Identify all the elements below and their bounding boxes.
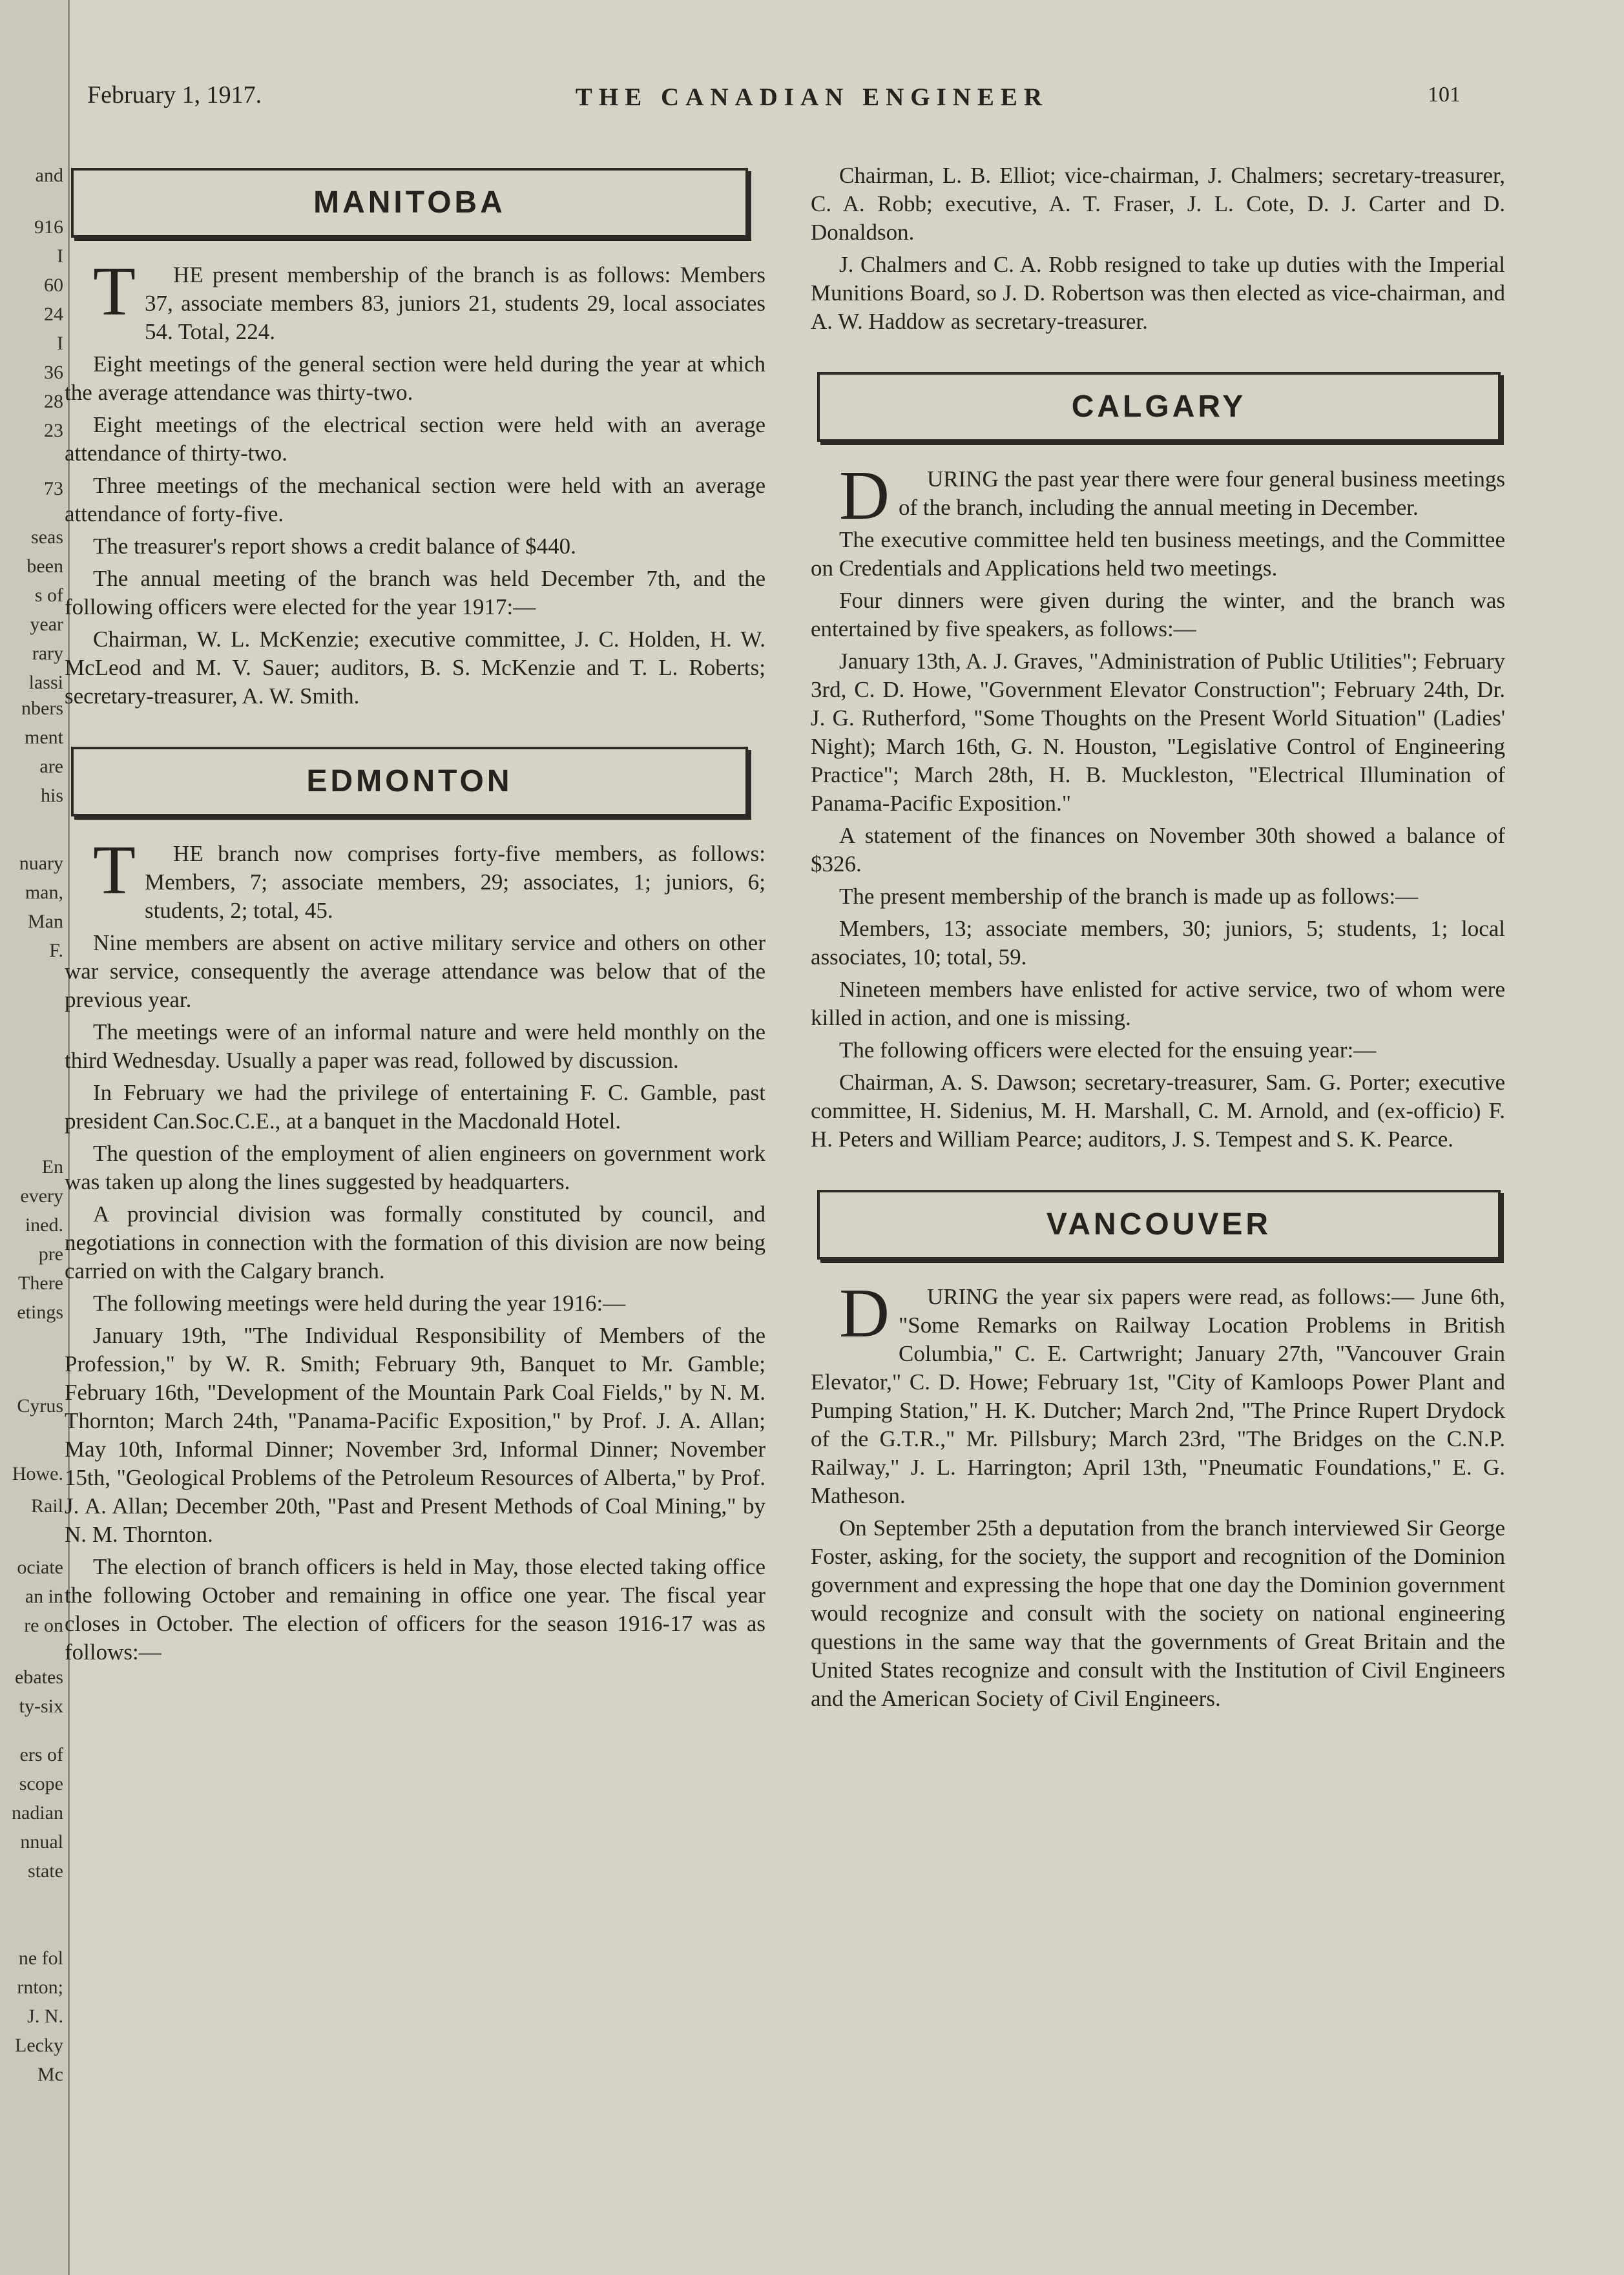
calgary-paragraph: Nineteen members have enlisted for active service, two of whom were killed in action, and one is missing.	[811, 977, 1505, 1030]
margin-fragment: Howe.	[12, 1463, 63, 1484]
margin-fragment: Man	[28, 911, 63, 932]
manitoba-paragraph: The annual meeting of the branch was held December 7th, and the following officers were elected for the year 1917:—	[65, 566, 765, 619]
margin-fragment: state	[28, 1860, 63, 1882]
margin-fragment: ebates	[15, 1667, 63, 1688]
running-head-date: February 1, 1917.	[87, 81, 262, 109]
calgary-paragraph: DURING the past year there were four general business meetings of the branch, including the annual meeting in December.	[839, 457, 1505, 534]
margin-fragment: ty-six	[19, 1696, 63, 1717]
margin-fragment: scope	[19, 1773, 63, 1794]
edmonton-paragraph: A provincial division was formally constituted by council, and negotiations in connection with the formation of this division are now being carried on with the Calgary branch.	[65, 1201, 765, 1283]
margin-fragment: En	[41, 1156, 63, 1178]
margin-fragment: ers of	[19, 1744, 63, 1765]
margin-fragment: his	[40, 785, 63, 806]
margin-fragment: nadian	[12, 1802, 63, 1823]
margin-fragment: and	[35, 165, 63, 186]
margin-fragment: Mc	[37, 2064, 63, 2085]
manitoba-heading: MANITOBA	[71, 168, 748, 238]
edmonton-paragraph: THE branch now comprises forty-five members, as follows: Members, 7; associate members, 29; associates, 1; juniors, 6; students, 2; total, 45.	[93, 832, 765, 923]
manitoba-paragraph: Three meetings of the mechanical section were held with an average attendance of forty-five.	[65, 473, 765, 526]
manitoba-paragraph: THE present membership of the branch is as follows: Members 37, associate members 83, juniors 21, students 29, local associates 54. Total, 224.	[93, 253, 765, 344]
margin-fragment: every	[20, 1185, 63, 1207]
margin-fragment: Rail	[31, 1495, 63, 1517]
vancouver-heading: VANCOUVER	[817, 1190, 1501, 1260]
margin-fragment: 28	[44, 391, 63, 412]
margin-fragment: Lecky	[15, 2035, 63, 2056]
margin-fragment: rary	[32, 643, 63, 664]
edmonton-paragraph: January 19th, "The Individual Responsibility of Members of the Profession," by W. R. Smith; February 9th, Banquet to Mr. Gamble; February 16th, "Development of the Mountain Park Coal Fields," by N. M. Thornton; March 24th, "Panama-Pacific Exposition," by Prof. J. A. Allan; May 10th, Informal Dinner; November 3rd, Informal Dinner; November 15th, "Geological Problems of the Petroleum Resources of Alberta," by Prof. J. A. Allan; December 20th, "Past and Present Methods of Coal Mining," by N. M. Thornton.	[65, 1323, 765, 1547]
calgary-paragraph: Chairman, A. S. Dawson; secretary-treasurer, Sam. G. Porter; executive committee, H. Sidenius, M. H. Marshall, C. M. Arnold, and (ex-officio) F. H. Peters and William Pearce; auditors, J. S. Tempest and S. K. Pearce.	[811, 1070, 1505, 1152]
margin-fragment: nuary	[19, 853, 63, 874]
margin-fragment: I	[57, 333, 63, 354]
margin-fragment: man,	[25, 882, 63, 903]
margin-fragment: ment	[25, 727, 63, 748]
margin-fragment: seas	[31, 526, 63, 548]
margin-fragment: 24	[44, 304, 63, 325]
margin-fragment: re on	[24, 1615, 63, 1636]
manitoba-paragraph: The treasurer's report shows a credit balance of $440.	[93, 534, 576, 559]
edmonton-paragraph: The election of branch officers is held in May, those elected taking office the following October and remaining in office one year. The fiscal year closes in October. The election of officers for the season 1916-17 was as follows:—	[65, 1554, 765, 1665]
margin-fragment: 916	[34, 216, 63, 238]
vancouver-paragraph: On September 25th a deputation from the branch interviewed Sir George Foster, asking, for the society, the support and recognition of the Dominion government and expressing the hope that one day the Dominion government would recognize and consult with the society on national engineering questions in the same way that the governments of Great Britain and the United States recognize and consult with the Institution of Civil Engineers and the American Society of Civil Engineers.	[811, 1515, 1505, 1711]
margin-fragment: Cyrus	[17, 1395, 63, 1417]
margin-fragment: etings	[17, 1302, 63, 1323]
right-column	[811, 161, 1505, 1717]
margin-fragment: There	[18, 1273, 63, 1294]
manitoba-paragraph: Eight meetings of the electrical section were held with an average attendance of thirty-two.	[65, 412, 765, 466]
edmonton-heading: EDMONTON	[71, 747, 748, 816]
margin-fragment: J. N.	[27, 2006, 63, 2027]
calgary-heading: CALGARY	[817, 372, 1501, 442]
margin-fragment: 60	[44, 275, 63, 296]
margin-fragment: 36	[44, 362, 63, 383]
vancouver-paragraph: DURING the year six papers were read, as follows:— June 6th, "Some Remarks on Railway Location Problems in British Columbia," C. E. Cartwright; January 27th, "Vancouver Grain Elevator," C. D. Howe; February 1st, "City of Kamloops Power Plant and Pumping Station," H. K. Dutcher; March 2nd, "The Prince Rupert Drydock of the G.T.R.," Mr. Pillsbury; March 23rd, "The Bridges on the C.N.P. Railway," J. L. Harrington; April 13th, "Pneumatic Foundations," E. G. Matheson.	[811, 1275, 1505, 1508]
edmonton-paragraph: The meetings were of an informal nature and were held monthly on the third Wednesday. Usually a paper was read, followed by discussion.	[65, 1019, 765, 1073]
calgary-paragraph: Four dinners were given during the winter, and the branch was entertained by five speakers, as follows:—	[811, 588, 1505, 641]
edmonton-paragraph: The following meetings were held during the year 1916:—	[93, 1291, 626, 1316]
margin-fragment: s of	[34, 585, 63, 606]
margin-fragment: an in	[25, 1586, 63, 1607]
calgary-paragraph: A statement of the finances on November 30th showed a balance of $326.	[811, 823, 1505, 877]
margin-fragment: been	[26, 556, 63, 577]
margin-fragment: nnual	[20, 1831, 63, 1853]
margin-fragment: rnton;	[17, 1977, 63, 1998]
calgary-paragraph: The following officers were elected for the ensuing year:—	[839, 1037, 1377, 1063]
margin-fragment: 23	[44, 420, 63, 441]
edmonton-paragraph: Chairman, L. B. Elliot; vice-chairman, J. Chalmers; secretary-treasurer, C. A. Robb; executive, A. T. Fraser, J. L. Cote, D. J. Carter and D. Donaldson.	[811, 163, 1505, 245]
margin-fragment: I	[57, 245, 63, 267]
margin-fragment: pre	[38, 1243, 63, 1265]
margin-fragment: ined.	[25, 1214, 63, 1236]
edmonton-paragraph: In February we had the privilege of entertaining F. C. Gamble, past president Can.Soc.C.E., at a banquet in the Macdonald Hotel.	[65, 1080, 765, 1134]
calgary-paragraph: January 13th, A. J. Graves, "Administration of Public Utilities"; February 3rd, C. D. Howe, "Government Elevator Construction"; February 24th, Dr. J. G. Rutherford, "Some Thoughts on the Present World Situation" (Ladies' Night); March 16th, G. N. Houston, "Legislative Control of Engineering Practice"; March 28th, H. B. Muckleston, "Electrical Illumination of Panama-Pacific Exposition."	[811, 649, 1505, 816]
left-column	[65, 185, 765, 1670]
edmonton-paragraph: The question of the employment of alien engineers on government work was taken up along the lines suggested by headquarters.	[65, 1141, 765, 1194]
page-number: 101	[1428, 83, 1461, 107]
margin-fragment: F.	[49, 940, 63, 961]
margin-fragment: ociate	[17, 1557, 63, 1578]
margin-fragment: 73	[44, 478, 63, 499]
margin-fragment: are	[39, 756, 63, 777]
margin-fragment: ne fol	[18, 1948, 63, 1969]
edmonton-paragraph: J. Chalmers and C. A. Robb resigned to take up duties with the Imperial Munitions Board, so J. D. Robertson was then elected as vice-chairman, and A. W. Haddow as secretary-treasurer.	[811, 252, 1505, 334]
margin-fragment: year	[30, 614, 63, 635]
margin-fragment: nbers	[21, 698, 63, 719]
margin-fragment: lassi	[28, 672, 63, 693]
calgary-paragraph: Members, 13; associate members, 30; juniors, 5; students, 1; local associates, 10; total, 59.	[811, 916, 1505, 970]
calgary-paragraph: The present membership of the branch is made up as follows:—	[839, 884, 1419, 909]
manitoba-paragraph: Eight meetings of the general section were held during the year at which the average attendance was thirty-two.	[65, 351, 765, 405]
edmonton-paragraph: Nine members are absent on active military service and others on other war service, consequently the average attendance was below that of the previous year.	[65, 930, 765, 1012]
calgary-paragraph: The executive committee held ten business meetings, and the Committee on Credentials and Applications held two meetings.	[811, 527, 1505, 581]
manitoba-paragraph: Chairman, W. L. McKenzie; executive committee, J. C. Holden, H. W. McLeod and M. V. Sauer; auditors, B. S. McKenzie and T. L. Roberts; secretary-treasurer, A. W. Smith.	[65, 627, 765, 709]
running-head-title: THE CANADIAN ENGINEER	[575, 83, 1049, 111]
